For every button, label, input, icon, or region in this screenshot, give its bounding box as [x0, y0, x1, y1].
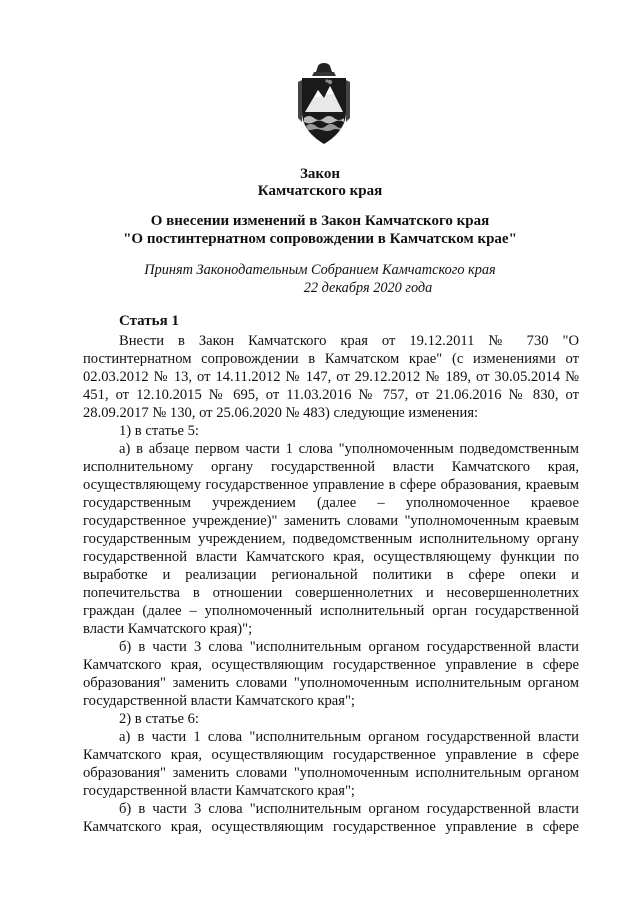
paragraph-item-1a: а) в абзаце первом части 1 слова "уполномоченным подведомственным исполнительному органу государственной власти Камчатского края, осуществляющему государственное управление в сфере образования, краевым государственным учреждением (далее – уполномоченное краевое государственное учреждение)" заменить словами "уполномоченным краевым государственным учреждением, подведомственным исполнительному органу государственной власти Камчатского края, осуществляющему функции по выработке и реализации региональной политики в сфере опеки и попечительства в отношении совершеннолетних и несовершеннолетних граждан (далее – уполномоченный исполнительный орган государственной власти Камчатского края)";	[83, 441, 579, 637]
subject-line-1: О внесении изменений в Закон Камчатского края	[150, 213, 490, 229]
kamchatka-coat-of-arms-icon	[292, 62, 356, 148]
article-body	[83, 332, 579, 836]
article-heading: Статья 1	[119, 313, 179, 329]
paragraph-item-2b: б) в части 3 слова "исполнительным органом государственной власти Камчатского края, осуществляющим государственное управление в сфере	[83, 801, 579, 835]
paragraph-item-1: 1) в статье 5:	[119, 423, 199, 439]
paragraph-item-2a: а) в части 1 слова "исполнительным органом государственной власти Камчатского края, осуществляющим государственное управление в сфере образования" заменить словами "уполномоченным исполнительным органом государственной власти Камчатского края";	[83, 729, 579, 799]
paragraph-item-2: 2) в статье 6:	[119, 711, 199, 727]
adopted-by: Принят Законодательным Собранием Камчатского края	[144, 262, 496, 278]
adopted-date: 22 декабря 2020 года	[303, 280, 433, 296]
document-title: Закон	[299, 166, 340, 182]
document-region: Камчатского края	[257, 183, 383, 199]
paragraph-item-1b: б) в части 3 слова "исполнительным органом государственной власти Камчатского края, осуществляющим государственное управление в сфере образования" заменить словами "уполномоченным исполнительным органом государственной власти Камчатского края";	[83, 639, 579, 709]
subject-line-2: "О постинтернатном сопровождении в Камчатском крае"	[123, 231, 517, 247]
paragraph-intro: Внести в Закон Камчатского края от 19.12.2011 № 730 "О постинтернатном сопровождении в Камчатском крае" (с изменениями от 02.03.2012 № 13, от 14.11.2012 № 147, от 29.12.2012 № 189, от 30.05.2014 № 451, от 12.10.2015 № 695, от 11.03.2016 № 757, от 21.06.2016 № 830, от 28.09.2017 № 130, от 25.06.2020 № 483) следующие изменения:	[83, 333, 579, 421]
